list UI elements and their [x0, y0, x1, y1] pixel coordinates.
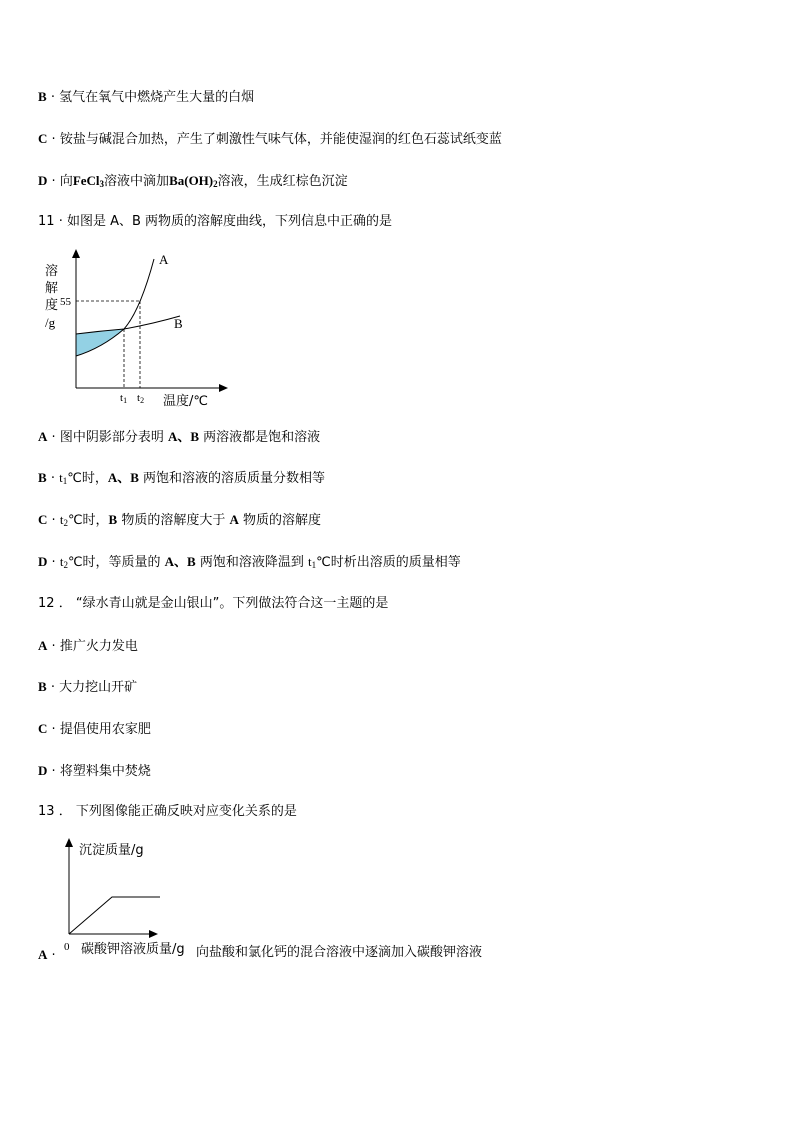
option-text: 图中阴影部分表明 [59, 430, 168, 445]
t2-tick-label: t2 [137, 392, 145, 405]
subscript: 2 [63, 518, 68, 528]
chemical-formula: Ba(OH) [169, 173, 214, 188]
x-axis-arrow [219, 384, 228, 392]
y-tick-label: 55 [60, 296, 71, 308]
option-emphasis: A、B [164, 554, 196, 569]
q12-option-c [38, 720, 151, 739]
subscript: 1 [311, 560, 317, 570]
question-number: 13 [38, 804, 55, 819]
x-axis-label: 碳酸钾溶液质量/g [81, 942, 185, 957]
option-label: B [38, 679, 47, 694]
subscript: 1 [62, 476, 68, 486]
option-separator: · [51, 639, 56, 654]
q11-option-c [38, 511, 321, 530]
option-label: B [38, 89, 47, 104]
q10-option-b [38, 88, 254, 107]
option-separator: · [51, 174, 56, 189]
option-text: 提倡使用农家肥 [59, 722, 151, 737]
option-text: ℃时， [67, 513, 109, 528]
q11-option-d [38, 553, 461, 572]
q13-stem [38, 803, 297, 821]
y-axis-label: 解 [45, 281, 59, 296]
question-number: 12 [38, 596, 55, 611]
option-label: A [38, 429, 48, 444]
option-text: 物质的溶解度大于 [117, 513, 230, 528]
x-axis-arrow [149, 930, 158, 938]
option-text: 溶液，生成红棕色沉淀 [217, 174, 348, 189]
solubility-chart [40, 246, 240, 411]
q10-option-d [38, 172, 348, 191]
question-text: “绿水青山就是金山银山”。下列做法符合这一主题的是 [75, 596, 389, 611]
option-emphasis: A、B [107, 470, 139, 485]
option-separator: · [50, 680, 55, 695]
option-separator: · [51, 948, 56, 963]
option-text: 推广火力发电 [59, 639, 138, 654]
y-axis-arrow [72, 249, 80, 258]
option-emphasis: A、B [167, 429, 200, 444]
option-emphasis: A [229, 512, 239, 527]
option-text: ℃时，等质量的 [67, 555, 165, 570]
t1-tick-label: t1 [120, 392, 128, 405]
subscript: 2 [213, 179, 218, 189]
option-separator: · [50, 471, 55, 486]
question-text: 如图是 A、B 两物质的溶解度曲线，下列信息中正确的是 [66, 214, 393, 229]
option-separator: · [51, 555, 56, 570]
q12-option-b [38, 678, 137, 697]
origin-label: 0 [64, 941, 70, 953]
temperature-symbol: t [59, 554, 64, 569]
y-axis-unit: /g [45, 315, 56, 330]
option-text: 两溶液都是饱和溶液 [199, 430, 321, 445]
question-separator: ． [58, 596, 72, 611]
option-text: 向 [59, 174, 73, 189]
temperature-symbol: t [308, 554, 312, 569]
option-separator: · [51, 722, 56, 737]
q12-option-d [38, 762, 151, 781]
option-label: A [38, 638, 48, 653]
option-text: 氢气在氧气中燃烧产生大量的白烟 [59, 90, 255, 105]
chemical-formula: FeCl [72, 173, 100, 188]
option-text: 将塑料集中焚烧 [59, 764, 151, 779]
q13-option-a-text [196, 944, 482, 962]
y-axis-label: 沉淀质量/g [79, 843, 144, 858]
option-text: 铵盐与碱混合加热，产生了刺激性气味气体，并能使湿润的红色石蕊试纸变蓝 [59, 132, 502, 147]
option-separator: · [51, 132, 56, 147]
option-label: C [38, 131, 48, 146]
question-text: 下列图像能正确反映对应变化关系的是 [75, 804, 297, 819]
precipitate-chart [58, 834, 208, 964]
q12-stem [38, 595, 388, 613]
question-separator: · [58, 214, 63, 229]
curve-a-label: A [159, 252, 169, 267]
y-axis-label: 度 [45, 298, 59, 313]
option-separator: · [51, 430, 56, 445]
option-text: ℃时析出溶质的质量相等 [316, 555, 461, 570]
option-separator: · [51, 764, 56, 779]
option-text: 向盐酸和氯化钙的混合溶液中逐滴加入碳酸钾溶液 [196, 945, 483, 960]
option-text: 大力挖山开矿 [59, 680, 138, 695]
option-label: D [38, 173, 48, 188]
option-text: 两饱和溶液的溶质质量分数相等 [138, 471, 326, 486]
option-label: C [38, 721, 48, 736]
option-text: 两饱和溶液降温到 [195, 555, 308, 570]
option-separator: · [50, 90, 55, 105]
y-axis-arrow [65, 838, 73, 847]
question-number: 11 [38, 214, 55, 229]
temperature-symbol: t [59, 470, 63, 485]
x-axis-label: 温度/℃ [163, 394, 208, 409]
q12-option-a [38, 637, 138, 656]
subscript: 3 [99, 179, 105, 189]
option-text: ℃时， [67, 471, 108, 486]
q11-option-b [38, 469, 325, 488]
option-emphasis: B [108, 512, 118, 527]
option-text: 溶液中滴加 [104, 174, 170, 189]
option-label: D [38, 554, 48, 569]
option-label: C [38, 512, 48, 527]
q10-option-c [38, 130, 502, 149]
option-label: D [38, 763, 48, 778]
option-text: 物质的溶解度 [238, 513, 322, 528]
curve-b [76, 316, 180, 334]
data-line [69, 897, 160, 934]
q13-option-a-label [38, 946, 56, 965]
option-separator: · [51, 513, 56, 528]
temperature-symbol: t [59, 512, 64, 527]
option-label: A [38, 947, 48, 962]
q11-option-a [38, 428, 320, 447]
y-axis-label: 溶 [45, 264, 59, 279]
q11-stem [38, 213, 392, 231]
option-label: B [38, 470, 47, 485]
subscript: 2 [63, 560, 68, 570]
curve-b-label: B [174, 316, 183, 331]
question-separator: ． [58, 804, 72, 819]
